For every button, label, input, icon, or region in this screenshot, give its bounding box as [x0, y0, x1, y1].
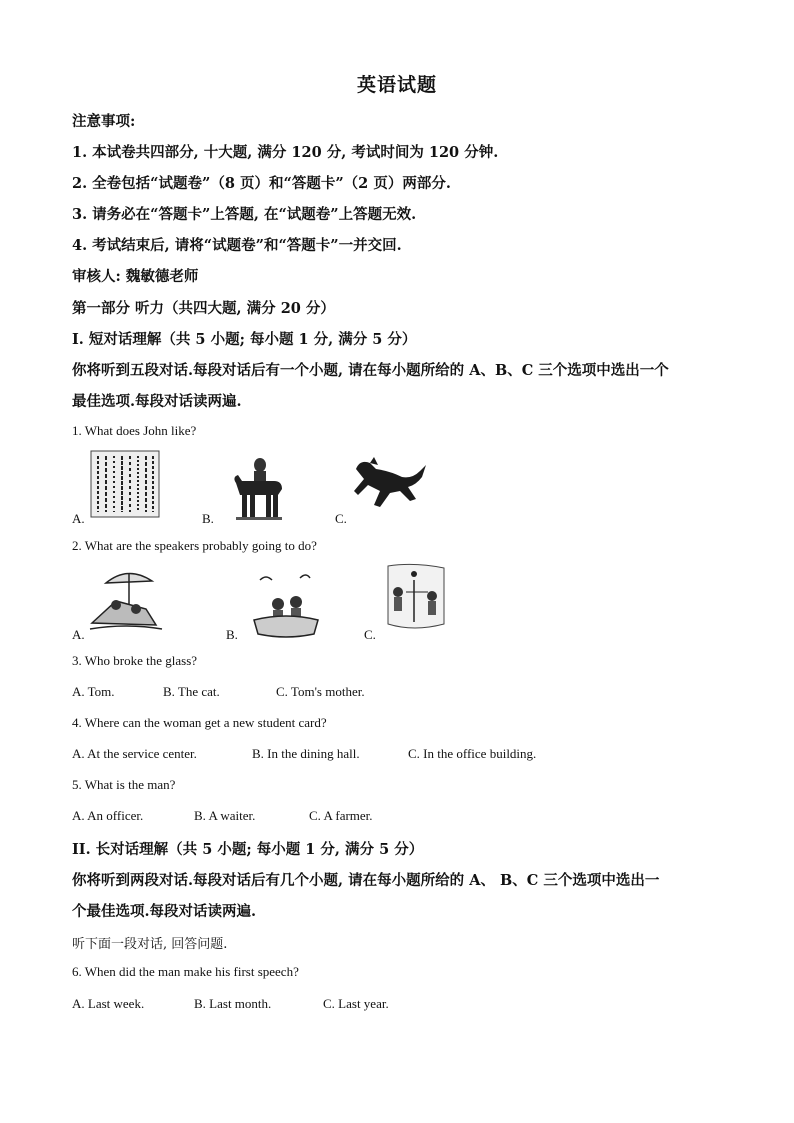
notice-item-4: 4. 考试结束后, 请将“试题卷”和“答题卡”一并交回.	[72, 237, 402, 254]
notice-item-3: 3. 请务必在“答题卡”上答题, 在“试题卷”上答题无效.	[72, 206, 417, 223]
q4-option-b: B. In the dining hall.	[252, 746, 360, 761]
boating-people-image	[248, 572, 324, 638]
question-5-stem: 5. What is the man?	[72, 777, 176, 792]
section1-instruction-2: 最佳选项.每段对话读两遍.	[72, 393, 242, 410]
galloping-horse-painting-image	[350, 455, 430, 517]
q2-option-c: C.	[364, 627, 376, 642]
q5-option-c: C. A farmer.	[309, 808, 373, 823]
q1-option-b: B.	[202, 511, 214, 526]
tennis-players-image	[384, 562, 448, 634]
section1-heading: I. 短对话理解（共 5 小题; 每小题 1 分, 满分 5 分）	[72, 331, 417, 348]
section2-instruction-2: 个最佳选项.每段对话读两遍.	[72, 903, 257, 920]
reviewer: 审核人: 魏敏德老师	[72, 268, 199, 285]
section2-heading: II. 长对话理解（共 5 小题; 每小题 1 分, 满分 5 分）	[72, 841, 424, 858]
q6-option-c: C. Last year.	[323, 996, 389, 1011]
q5-option-a: A. An officer.	[72, 808, 144, 823]
q4-option-a: A. At the service center.	[72, 746, 197, 761]
q1-option-a: A.	[72, 511, 85, 526]
q3-option-b: B. The cat.	[163, 684, 220, 699]
calligraphy-scroll-image	[90, 450, 160, 518]
q1-option-c: C.	[335, 511, 347, 526]
notice-heading: 注意事项:	[72, 113, 136, 130]
q5-option-b: B. A waiter.	[194, 808, 256, 823]
q6-option-a: A. Last week.	[72, 996, 145, 1011]
beach-umbrella-lounging-image	[86, 565, 164, 633]
q4-option-c: C. In the office building.	[408, 746, 537, 761]
horse-rider-sculpture-image	[228, 455, 288, 521]
q3-option-c: C. Tom's mother.	[276, 684, 365, 699]
question-4-stem: 4. Where can the woman get a new student card?	[72, 715, 327, 730]
section1-instruction-1: 你将听到五段对话.每段对话后有一个小题, 请在每小题所给的 A、B、C 三个选项中选出一个	[72, 362, 669, 379]
q2-option-a: A.	[72, 627, 85, 642]
section2-sub-instruction: 听下面一段对话, 回答问题.	[72, 937, 228, 952]
question-3-stem: 3. Who broke the glass?	[72, 653, 198, 668]
question-1-stem: 1. What does John like?	[72, 423, 197, 438]
notice-item-1: 1. 本试卷共四部分, 十大题, 满分 120 分, 考试时间为 120 分钟.	[72, 144, 499, 161]
q6-option-b: B. Last month.	[194, 996, 272, 1011]
question-6-stem: 6. When did the man make his first speech?	[72, 964, 299, 979]
q3-option-a: A. Tom.	[72, 684, 115, 699]
notice-item-2: 2. 全卷包括“试题卷”（8 页）和“答题卡”（2 页）两部分.	[72, 175, 451, 192]
part1-heading: 第一部分 听力（共四大题, 满分 20 分）	[72, 300, 335, 317]
page-title: 英语试题	[356, 74, 437, 96]
q2-option-b: B.	[226, 627, 238, 642]
question-2-stem: 2. What are the speakers probably going to do?	[72, 538, 317, 553]
section2-instruction-1: 你将听到两段对话.每段对话后有几个小题, 请在每小题所给的 A、 B、C 三个选项中选出一	[72, 872, 660, 889]
